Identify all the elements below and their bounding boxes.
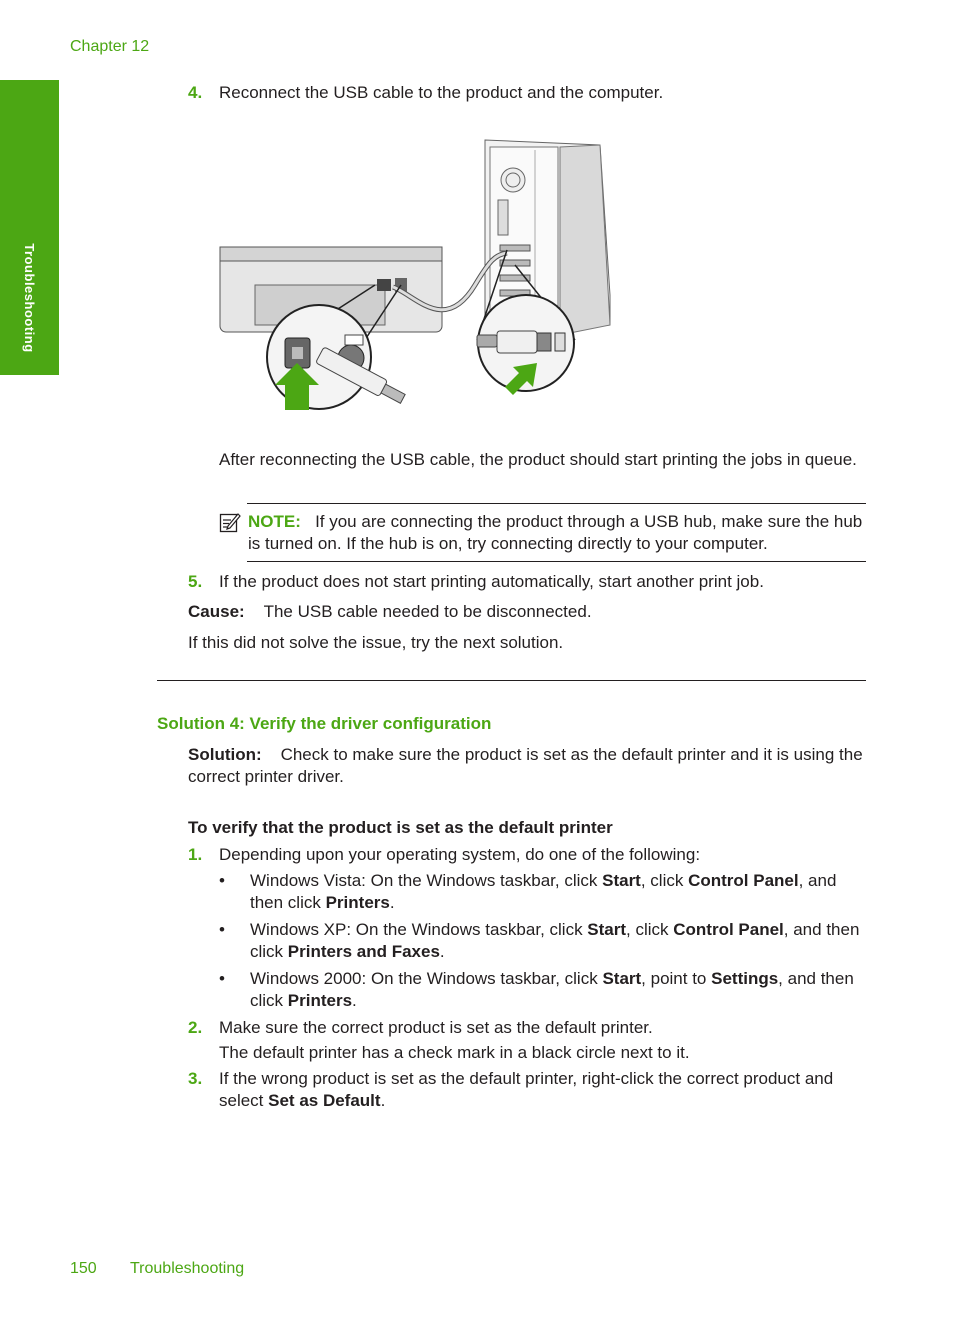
section-divider (157, 680, 866, 681)
cause-line (188, 601, 868, 623)
procedure-step-1-text: Depending upon your operating system, do one of the following: (219, 845, 701, 864)
side-tab-label: Troubleshooting (22, 243, 37, 353)
solution-label: Solution: (188, 745, 262, 764)
after-reconnect-text: After reconnecting the USB cable, the product should start printing the jobs in queue. (219, 450, 857, 469)
procedure-step-3-number: 3. (188, 1069, 203, 1088)
solution-4-description (188, 744, 868, 788)
cause-text: The USB cable needed to be disconnected. (263, 602, 592, 621)
usb-connection-diagram (215, 135, 615, 415)
procedure-step-2-text: Make sure the correct product is set as the default printer. (219, 1018, 653, 1037)
chapter-header: Chapter 12 (70, 38, 150, 55)
bullet-windows-vista: Windows Vista: On the Windows taskbar, click Start, click Control Panel, and then click Printers. (250, 871, 837, 912)
procedure-title: To verify that the product is set as the default printer (188, 818, 613, 837)
note-divider-top (247, 503, 866, 504)
procedure-step-1-number: 1. (188, 845, 203, 864)
note-divider-bottom (247, 561, 866, 562)
step-5-text: If the product does not start printing automatically, start another print job. (219, 572, 764, 591)
bullet-dot: • (219, 920, 225, 939)
next-solution-text: If this did not solve the issue, try the next solution. (188, 633, 564, 652)
bullet-dot: • (219, 969, 225, 988)
procedure-step-3-text: If the wrong product is set as the default printer, right-click the correct product and select Set as Default. (219, 1069, 834, 1110)
solution-4-heading: Solution 4: Verify the driver configuration (157, 714, 492, 733)
note-label: NOTE: (248, 512, 301, 531)
step-5-number: 5. (188, 572, 203, 591)
step-4-text: Reconnect the USB cable to the product and the computer. (219, 83, 664, 102)
footer-section: Troubleshooting (130, 1260, 245, 1277)
procedure-step-2-subtext: The default printer has a check mark in a black circle next to it. (219, 1043, 690, 1062)
procedure-step-2-number: 2. (188, 1018, 203, 1037)
note-icon (219, 511, 241, 533)
bullet-windows-2000: Windows 2000: On the Windows taskbar, click Start, point to Settings, and then click Printers. (250, 969, 854, 1010)
cause-label: Cause: (188, 602, 245, 621)
page-number: 150 (70, 1260, 97, 1277)
bullet-dot: • (219, 871, 225, 890)
solution-text: Check to make sure the product is set as the default printer and it is using the correct printer driver. (188, 745, 863, 786)
bullet-windows-xp: Windows XP: On the Windows taskbar, click Start, click Control Panel, and then click Printers and Faxes. (250, 920, 860, 961)
note-text: If you are connecting the product through a USB hub, make sure the hub is turned on. If the hub is on, try connecting directly to your computer. (248, 512, 863, 553)
step-4-number: 4. (188, 83, 203, 102)
note-block (248, 511, 868, 555)
usb-connection-illustration (215, 135, 615, 415)
